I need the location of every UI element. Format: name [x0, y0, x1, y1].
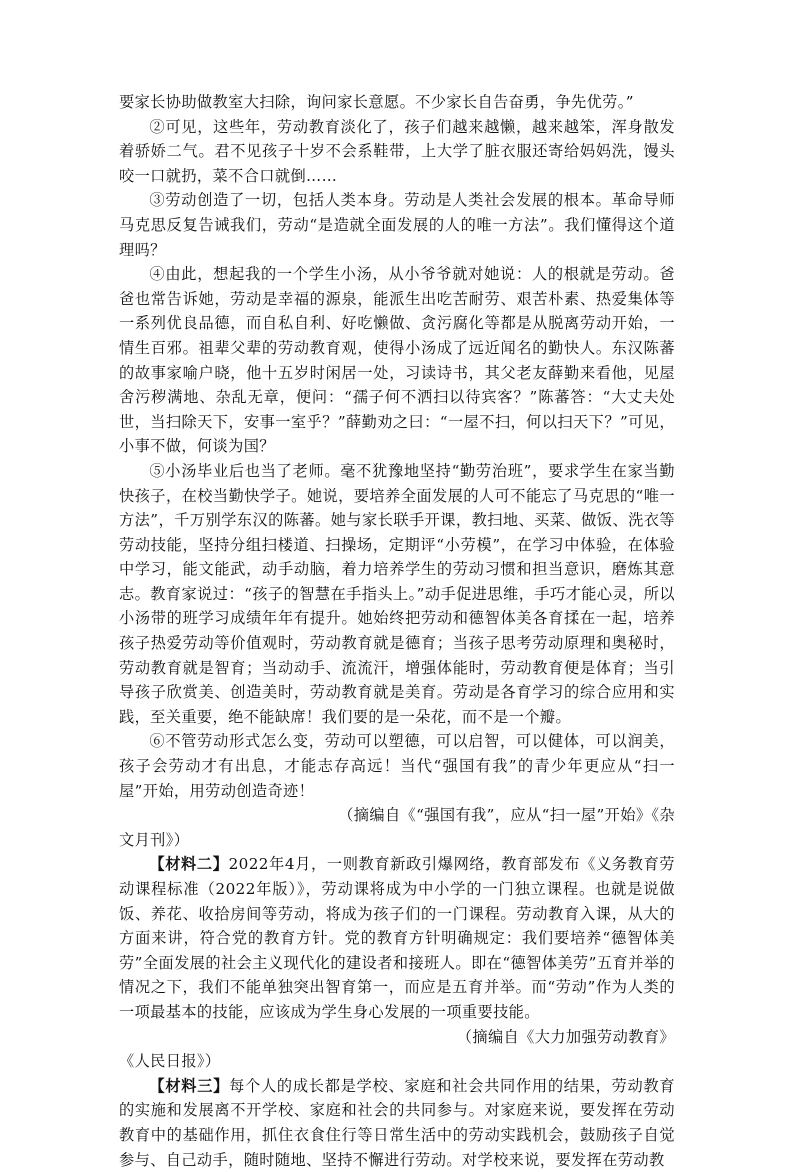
source-citation-2-tail: 《人民日报》） — [119, 1052, 221, 1071]
material-2-text: 2022年4月，一则教育新政引爆网络，教育部发布《义务教育劳动课程标准（2022年版）》，劳动课将成为中小学的一门独立课程。也就是说做饭、养花、收拾房间等劳动，将成为孩子们的一门课程。劳动教育入课，从大的方面来讲，符合党的教育方针。党的教育方针明确规定：我们要培养“德智体美劳”全面发展的社会主义现代化的建设者和接班人。即在“德智体美劳”五育并举的情况之下，我们不能单独突出智育第一，而应是五育并举。而“劳动”作为人类的一项最基本的技能，应该成为学生身心发展的一项重要技能。 — [119, 855, 676, 1021]
paragraph-3: ③劳动创造了一切，包括人类本身。劳动是人类社会发展的根本。革命导师马克思反复告诫我们，劳动“是造就全面发展的人的唯一方法”。我们懂得这个道理吗？ — [119, 191, 675, 259]
material-2-label: 【材料二】 — [149, 855, 229, 874]
paragraph-2: ②可见，这些年，劳动教育淡化了，孩子们越来越懒，越来越笨，浑身散发着骄娇二气。君不见孩子十岁不会系鞋带，上大学了脏衣服还寄给妈妈洗，馒头咬一口就扔，菜不合口就倒…… — [119, 117, 675, 185]
material-2 — [119, 852, 675, 1024]
material-3-text: 每个人的成长都是学校、家庭和社会共同作用的结果，劳动教育的实施和发展离不开学校、家庭和社会的共同参与。对家庭来说，要发挥在劳动教育中的基础作用，抓住衣食住行等日常生活中的劳动实践机会，鼓励孩子自觉参与、自己动手，随时随地、坚持不懈进行劳动。对学校来说，要发挥在劳动教 — [119, 1076, 676, 1169]
paragraph-4: ④由此，想起我的一个学生小汤，从小爷爷就对她说：人的根就是劳动。爸爸也常告诉她，劳动是幸福的源泉，能派生出吃苦耐劳、艰苦朴素、热爱集体等一系列优良品德，而自私自利、好吃懒做、贪污腐化等都是从脱离劳动开始，一情生百邪。祖辈父辈的劳动教育观，使得小汤成了远近闻名的勤快人。东汉陈蕃的故事家喻户晓，他十五岁时闲居一处，习读诗书，其父老友薛勤来看他，见屋舍污秽满地、杂乱无章，便问：“孺子何不洒扫以待宾客？”陈蕃答：“大丈夫处世，当扫除天下，安事一室乎？”薛勤劝之曰：“一屋不扫，何以扫天下？”可见，小事不做，何谈为国？ — [119, 265, 675, 456]
document-body — [119, 90, 675, 1172]
source-citation-2: （摘编自《大力加强劳动教育》 — [456, 1027, 675, 1046]
source-citation-1-tail: 文月刊》） — [119, 830, 190, 849]
source-citation-1: （摘编自《“强国有我”，应从“扫一屋”开始》《杂 — [338, 806, 675, 825]
paragraph-5: ⑤小汤毕业后也当了老师。毫不犹豫地坚持“勤劳治班”，要求学生在家当勤快孩子，在校当勤快学子。她说，要培养全面发展的人可不能忘了马克思的“唯一方法”，千万别学东汉的陈蕃。她与家长联手开课，教扫地、买菜、做饭、洗衣等劳动技能，坚持分组扫楼道、扫操场，定期评“小劳模”，在学习中体验，在体验中学习，能文能武，动手动脑，着力培养学生的劳动习惯和担当意识，磨炼其意志。教育家说过：“孩子的智慧在手指头上。”动手促进思维，手巧才能心灵，所以小汤带的班学习成绩年年有提升。她始终把劳动和德智体美各育揉在一起，培养孩子热爱劳动等价值观时，劳动教育就是德育；当孩子思考劳动原理和奥秘时，劳动教育就是智育；当动动手、流流汗，增强体能时，劳动教育便是体育；当引导孩子欣赏美、创造美时，劳动教育就是美育。劳动是各育学习的综合应用和实践，至关重要，绝不能缺席！我们要的是一朵花，而不是一个瓣。 — [119, 461, 675, 726]
paragraph-continued: 要家长协助做教室大扫除，询问家长意愿。不少家长自告奋勇，争先优劳。” — [119, 93, 634, 111]
paragraph-6: ⑥不管劳动形式怎么变，劳动可以塑德，可以启智，可以健体，可以润美，孩子会劳动才有出息，才能志存高远！当代“强国有我”的青少年更应从“扫一屋”开始，用劳动创造奇迹！ — [119, 732, 675, 800]
material-3-label: 【材料三】 — [149, 1076, 230, 1095]
